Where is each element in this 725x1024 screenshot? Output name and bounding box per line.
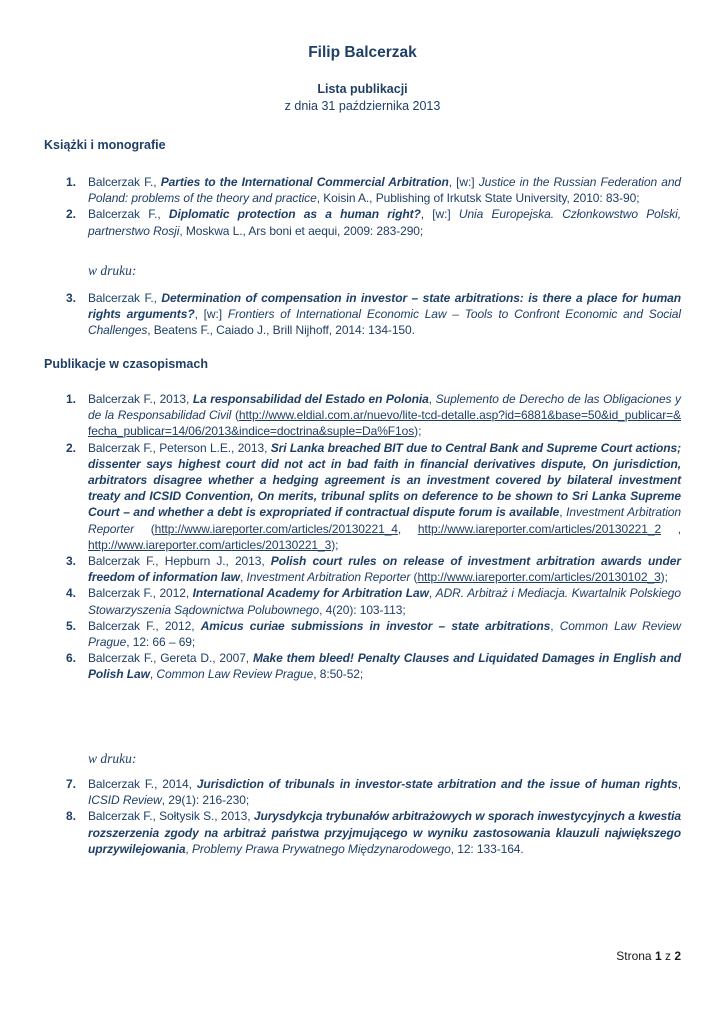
item-link-separator: , bbox=[397, 521, 418, 536]
date-line: z dnia 31 października 2013 bbox=[284, 99, 441, 113]
item-number: 7. bbox=[66, 777, 76, 791]
list-item bbox=[0, 290, 681, 339]
item-mid: , bbox=[677, 777, 681, 791]
item-number: 1. bbox=[66, 175, 76, 189]
page-footer bbox=[616, 949, 681, 963]
item-mid: , [w:] bbox=[420, 207, 459, 222]
item-source: ADR. Arbitraż i Mediacja. Kwartalnik Polskiego Stowarzyszenia Sądownictwa Polubownego bbox=[88, 586, 681, 617]
item-rest: , Koisin A., Publishing of Irkutsk State University, 2010: 83-90; bbox=[316, 191, 640, 206]
item-rest: , 29(1): 216-230; bbox=[161, 793, 250, 808]
item-mid: , bbox=[239, 570, 247, 585]
item-title: Amicus curiae submissions in investor – state arbitrations bbox=[200, 618, 551, 633]
list-item bbox=[0, 585, 681, 617]
item-source: Investment Arbitration Reporter bbox=[246, 570, 411, 585]
list-item bbox=[0, 206, 681, 238]
item-number: 8. bbox=[66, 809, 76, 824]
item-source: Common Law Review Prague bbox=[88, 618, 681, 650]
item-pre-link: ( bbox=[134, 521, 155, 536]
item-link[interactable]: http://www.iareporter.com/articles/20130221_4 bbox=[154, 521, 398, 536]
item-number: 3. bbox=[66, 554, 76, 569]
item-pre-link: ( bbox=[410, 570, 418, 585]
item-link-3[interactable]: http://www.iareporter.com/articles/20130221_3 bbox=[88, 537, 332, 552]
item-number: 1. bbox=[66, 392, 76, 406]
journals-in-press-list bbox=[0, 776, 725, 857]
item-mid: , bbox=[559, 505, 567, 520]
author-name: Filip Balcerzak bbox=[308, 44, 417, 61]
item-authors: Balcerzak F., bbox=[88, 207, 169, 222]
list-item bbox=[0, 553, 681, 585]
item-source: Unia Europejska. Członkowstwo Polski, partnerstwo Rosji bbox=[88, 207, 681, 238]
item-post-link: ); bbox=[331, 537, 339, 552]
footer-of-word: z bbox=[661, 949, 675, 963]
item-mid: , bbox=[428, 586, 436, 601]
item-rest: , 4(20): 103-113; bbox=[319, 602, 406, 617]
item-authors: Balcerzak F., Sołtysik S., 2013, bbox=[88, 809, 254, 824]
item-post-link: ); bbox=[414, 424, 422, 439]
item-rest: , Moskwa L., Ars boni et aequi, 2009: 283-290; bbox=[179, 223, 424, 238]
item-mid: , bbox=[149, 667, 157, 682]
list-item bbox=[0, 650, 681, 682]
item-authors: Balcerzak F., 2012, bbox=[88, 618, 201, 633]
list-item bbox=[0, 174, 681, 206]
item-rest: , 12: 133-164. bbox=[450, 841, 524, 856]
item-mid: , [w:] bbox=[194, 307, 228, 322]
item-rest: , 12: 66 – 69; bbox=[126, 635, 196, 650]
list-item bbox=[0, 618, 681, 650]
item-number: 4. bbox=[66, 586, 76, 601]
item-source: Common Law Review Prague bbox=[156, 667, 314, 682]
item-authors: Balcerzak F., Gereta D., 2007, bbox=[88, 651, 254, 666]
item-source: Suplemento de Derecho de las Obligaciones y de la Responsabilidad Civil bbox=[88, 392, 681, 423]
item-number: 6. bbox=[66, 651, 76, 666]
item-post-link: ); bbox=[660, 570, 668, 585]
item-number: 2. bbox=[66, 207, 76, 222]
in-press-label-books: w druku: bbox=[88, 263, 137, 278]
list-item bbox=[0, 808, 681, 857]
item-authors: Balcerzak F., bbox=[88, 291, 162, 305]
item-source: Justice in the Russian Federation and Poland: problems of the theory and practice bbox=[88, 175, 682, 206]
books-list bbox=[0, 174, 725, 239]
footer-page-word: Strona bbox=[616, 949, 655, 963]
item-rest: , 8:50-52; bbox=[313, 667, 364, 682]
item-number: 3. bbox=[66, 291, 76, 305]
footer-current-page: 1 bbox=[654, 949, 662, 963]
item-source: Frontiers of International Economic Law – Tools to Confront Economic and Social Challenges bbox=[88, 307, 681, 338]
footer-total-pages: 2 bbox=[674, 949, 681, 963]
item-link[interactable]: http://www.iareporter.com/articles/20130102_3 bbox=[417, 570, 661, 585]
item-link[interactable]: http://www.eldial.com.ar/nuevo/lite-tcd-detalle.asp?id=6881&base=50&id_publicar=&fecha_publicar=14/06/2013&indice=doctrina&suple=Da%F1os bbox=[88, 408, 681, 439]
item-title: International Academy for Arbitration Law bbox=[192, 586, 429, 601]
item-authors: Balcerzak F., Hepburn J., 2013, bbox=[88, 554, 271, 569]
item-rest: , Beatens F., Caiado J., Brill Nijhoff, 2014: 134-150. bbox=[147, 323, 415, 338]
item-authors: Balcerzak F., 2013, bbox=[88, 392, 193, 406]
item-title: La responsabilidad del Estado en Polonia bbox=[192, 392, 429, 406]
item-link-2[interactable]: http://www.iareporter.com/articles/20130221_2 bbox=[417, 521, 662, 536]
item-link-separator-2: , bbox=[661, 521, 682, 536]
item-mid: , bbox=[185, 841, 192, 856]
in-press-label-journals: w druku: bbox=[88, 751, 137, 766]
books-in-press-list bbox=[0, 290, 725, 339]
item-source: Investment Arbitration Reporter bbox=[88, 505, 681, 536]
item-authors: Balcerzak F., 2012, bbox=[88, 586, 193, 601]
item-authors: Balcerzak F., Peterson L.E., 2013, bbox=[88, 440, 271, 455]
item-authors: Balcerzak F., bbox=[88, 175, 161, 189]
item-source: Problemy Prawa Prywatnego Międzynarodowego bbox=[191, 841, 451, 856]
section-heading-journals: Publikacje w czasopismach bbox=[44, 357, 208, 371]
item-mid: , bbox=[550, 618, 560, 633]
item-title: Diplomatic protection as a human right? bbox=[168, 207, 421, 222]
item-number: 5. bbox=[66, 618, 76, 633]
item-authors: Balcerzak F., 2014, bbox=[88, 777, 197, 791]
item-title: Determination of compensation in investor – state arbitrations: is there a place for human rights arguments? bbox=[88, 291, 681, 322]
item-mid: , [w:] bbox=[448, 175, 479, 189]
list-item bbox=[0, 440, 681, 553]
item-title: Make them bleed! Penalty Clauses and Liquidated Damages in English and Polish Law bbox=[88, 651, 681, 682]
list-title: Lista publikacji bbox=[317, 82, 408, 96]
list-item bbox=[0, 391, 681, 440]
item-title: Jurisdiction of tribunals in investor-state arbitration and the issue of human rights bbox=[196, 777, 678, 791]
journals-list bbox=[0, 391, 725, 683]
item-number: 2. bbox=[66, 440, 76, 455]
section-heading-books: Książki i monografie bbox=[44, 138, 166, 152]
item-mid: , bbox=[428, 392, 436, 406]
item-source: ICSID Review bbox=[88, 793, 162, 808]
list-item bbox=[0, 776, 681, 808]
item-title: Jurysdykcja trybunałów arbitrażowych w sporach inwestycyjnych a kwestia rozszerzenia zgody na arbitraż państwa przyjmującego w wyniku zastosowania klauzuli największego uprzywilejowania bbox=[88, 809, 681, 856]
item-pre-link: ( bbox=[231, 408, 239, 423]
item-title: Polish court rules on release of investment arbitration awards under freedom of information law bbox=[88, 554, 681, 585]
item-title: Parties to the International Commercial Arbitration bbox=[160, 175, 449, 189]
item-title: Sri Lanka breached BIT due to Central Bank and Supreme Court actions; dissenter says highest court did not act in bad faith in financial derivatives dispute, On jurisdiction, arbitrators disagree whether a hedging agreement is an investment covered by bilateral investment treaty and ICSID Convention, On merits, tribunal splits on deference to be shown to Sri Lanka Supreme Court – and whether a debt is expropriated if contractual dispute forum is available bbox=[88, 440, 681, 520]
